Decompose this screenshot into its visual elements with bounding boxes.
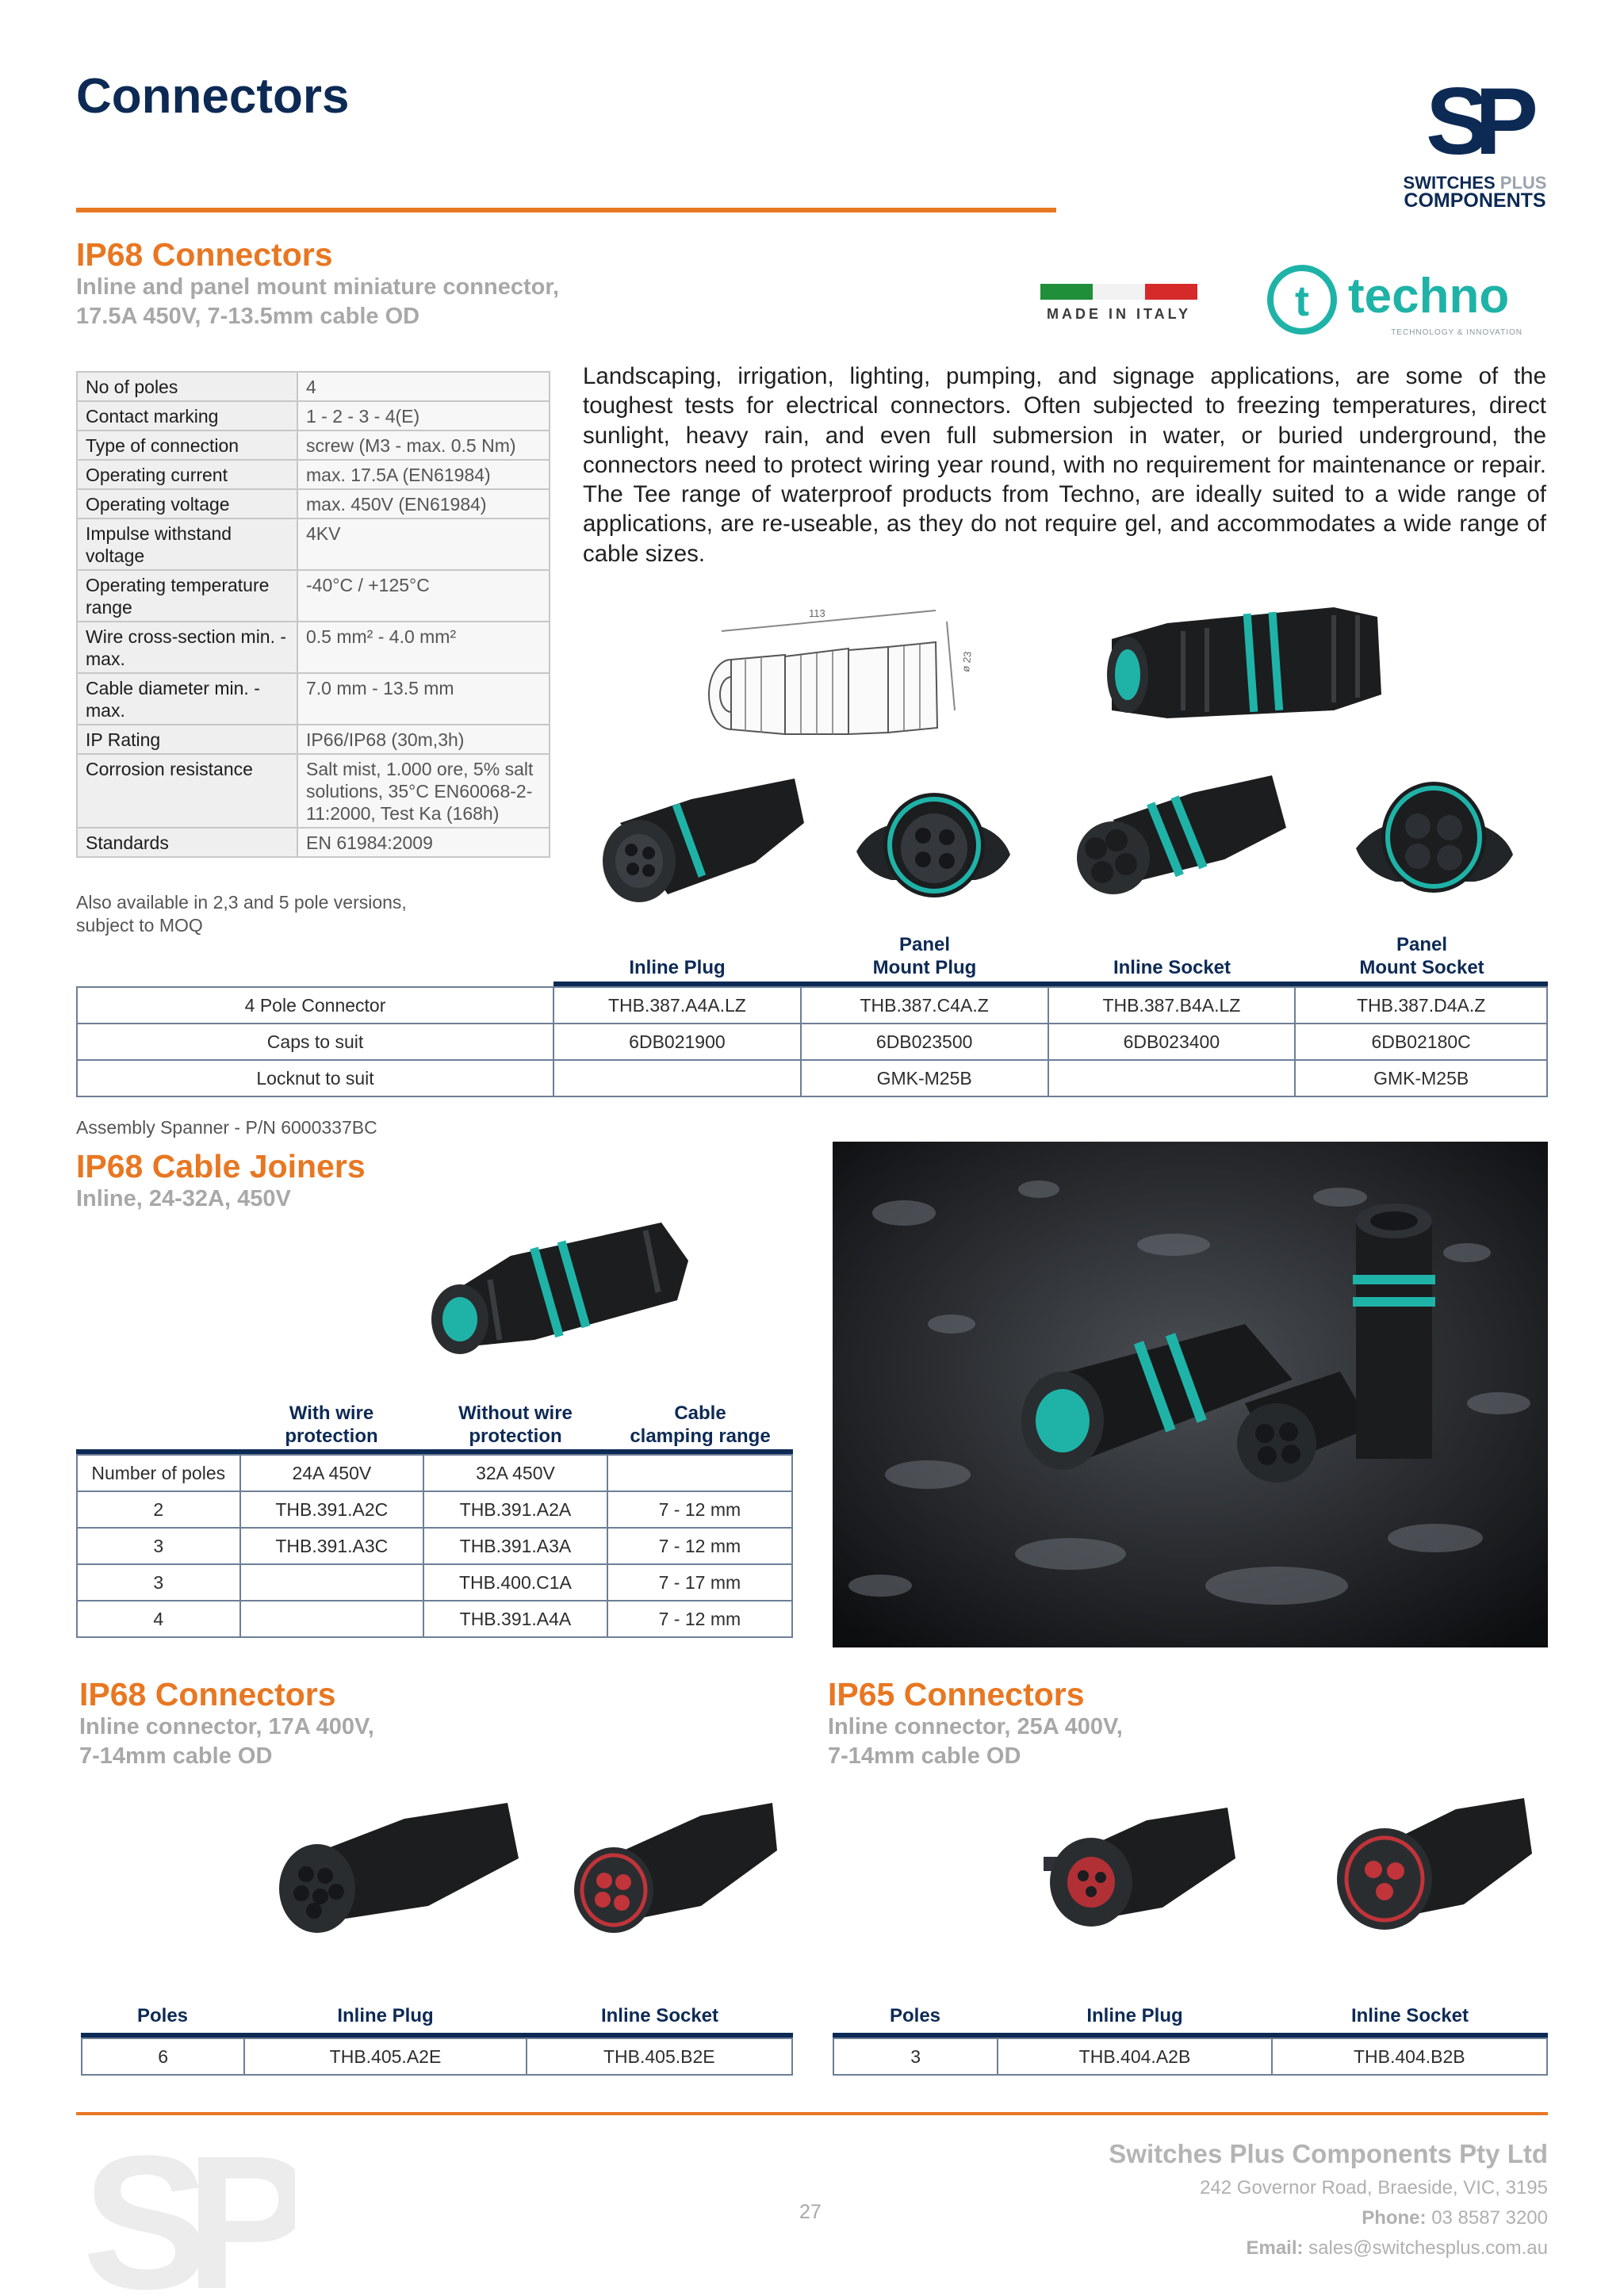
table-cell: 6DB021900 <box>553 1024 801 1060</box>
table-cell <box>240 1564 424 1601</box>
table-row <box>77 1491 792 1528</box>
made-in-italy-text: MADE IN ITALY <box>1046 306 1192 322</box>
table-cell: Operating current <box>77 460 297 489</box>
footer-watermark-logo <box>76 2122 295 2296</box>
table-cell: Cable diameter min. - max. <box>77 673 297 725</box>
col-header-inline-socket: Inline Socket <box>1113 957 1231 978</box>
table-cell: GMK-M25B <box>1295 1060 1547 1096</box>
section1-title: IP68 Connectors <box>76 236 333 273</box>
table-cell: THB.405.A2E <box>244 2038 526 2075</box>
table-cell: 6DB023400 <box>1048 1024 1296 1060</box>
table-row <box>77 1564 792 1601</box>
table-row <box>77 1601 792 1637</box>
table-cell: THB.404.A2B <box>998 2038 1271 2075</box>
table-cell: THB.387.D4A.Z <box>1295 987 1547 1024</box>
spec-row <box>77 725 550 754</box>
availability-note: Also available in 2,3 and 5 pole versions, subject to MOQ <box>76 892 407 936</box>
section4-title: IP65 Connectors <box>828 1676 1085 1712</box>
table-cell: max. 17.5A (EN61984) <box>297 460 550 489</box>
ip68-inline-socket-photo <box>558 1787 780 1938</box>
table-cell: max. 450V (EN61984) <box>297 489 550 519</box>
spec-row <box>77 622 550 673</box>
table-cell: Contact marking <box>77 401 297 430</box>
table-cell <box>607 1455 792 1491</box>
spec-row <box>77 828 550 857</box>
section2-subtitle: Inline, 24-32A, 450V <box>76 1186 291 1211</box>
col-header-inline-plug: Inline Plug <box>337 2005 434 2026</box>
section3-title: IP68 Connectors <box>79 1676 336 1712</box>
table-cell: THB.391.A3C <box>240 1528 424 1564</box>
wet-connectors-photo <box>833 1142 1548 1647</box>
table-row <box>77 1455 792 1491</box>
spec-row <box>77 519 550 570</box>
table-cell: screw (M3 - max. 0.5 Nm) <box>297 430 550 460</box>
footer-company-name: Switches Plus Components Pty Ltd <box>1109 2139 1548 2168</box>
table-cell: 6DB02180C <box>1295 1024 1547 1060</box>
table-cell: -40°C / +125°C <box>297 570 550 622</box>
table-cell <box>240 1601 424 1637</box>
panel-mount-socket-photo <box>1348 761 1519 913</box>
table-cell: Corrosion resistance <box>77 754 297 828</box>
col-header-inline-plug: Inline Plug <box>1086 2005 1183 2026</box>
spec-row <box>77 372 550 401</box>
table-cell: 7 - 12 mm <box>607 1491 792 1528</box>
panel-mount-plug-photo <box>852 775 1015 910</box>
col-header-inline-socket: Inline Socket <box>1350 2005 1469 2026</box>
spec-row <box>77 570 550 622</box>
connector-parts-table <box>76 986 1548 1097</box>
table-cell: THB.400.C1A <box>423 1564 607 1601</box>
table-cell: 32A 450V <box>423 1455 607 1491</box>
table-cell: 6 <box>82 2038 244 2075</box>
inline-plug-photo <box>596 767 804 910</box>
table-cell: 24A 450V <box>240 1455 424 1491</box>
col-header-inline-socket: Inline Socket <box>600 2005 719 2026</box>
col-header-cable-clamping-range: Cable clamping range <box>630 1402 771 1447</box>
inline-socket-photo <box>1066 764 1289 912</box>
product-description: Landscaping, irrigation, lighting, pumping, and signage applications, are some of the toughest tests for electrical connectors. Often subjected to freezing temperatures, direct sunlight, heavy rain, and even full submersion in water, or buried underground, the connectors need to protect wiring year round, with no requirement for maintenance or repair. The Tee range of waterproof products from Techno, are ideally suited to a wide range of applications, are re-useable, as they do not require gel, and accommodates a wide range of cable sizes. <box>583 363 1546 567</box>
section2-title: IP68 Cable Joiners <box>76 1148 366 1184</box>
table-cell: IP Rating <box>77 725 297 754</box>
logo-components: COMPONENTS <box>1404 189 1546 212</box>
col-header-with-wire-protection: With wire protection <box>285 1402 378 1447</box>
col-header-panel-mount-plug: Panel Mount Plug <box>872 934 977 978</box>
table-cell: THB.387.C4A.Z <box>801 987 1048 1024</box>
svg-text:t: t <box>1295 277 1309 325</box>
table-cell: Locknut to suit <box>77 1060 553 1096</box>
svg-text:SP: SP <box>82 2122 289 2296</box>
page-title: Connectors <box>76 69 350 124</box>
table-cell: THB.387.A4A.LZ <box>553 987 801 1024</box>
logo-switches: SWITCHES <box>1403 173 1496 193</box>
spec-row <box>77 754 550 828</box>
connector-technical-drawing <box>690 599 991 755</box>
table-row <box>82 2038 792 2075</box>
table-cell: 6DB023500 <box>801 1024 1048 1060</box>
techno-tagline: TECHNOLOGY & INNOVATION <box>1391 328 1522 337</box>
table-cell: 0.5 mm² - 4.0 mm² <box>297 622 550 673</box>
table-cell: Caps to suit <box>77 1024 553 1060</box>
col-header-poles: Poles <box>136 2005 189 2026</box>
drawing-length: 113 <box>809 607 825 619</box>
section3-subtitle: Inline connector, 17A 400V, 7-14mm cable OD <box>79 1714 374 1769</box>
table-row <box>833 2038 1547 2075</box>
techno-name: techno <box>1348 269 1510 323</box>
col-header-inline-plug: Inline Plug <box>629 957 726 978</box>
table-cell: Operating temperature range <box>77 570 297 622</box>
cable-joiners-table <box>76 1454 793 1638</box>
table-cell: 7 - 12 mm <box>607 1601 792 1637</box>
table-cell: 3 <box>77 1528 240 1564</box>
col-header-without-wire-protection: Without wire protection <box>458 1402 573 1447</box>
title-divider <box>76 208 1056 212</box>
spec-row <box>77 401 550 430</box>
footer-email[interactable]: Email: sales@switchesplus.com.au <box>1246 2237 1548 2259</box>
table-cell: 7 - 17 mm <box>607 1564 792 1601</box>
spec-row <box>77 460 550 489</box>
table-cell: THB.387.B4A.LZ <box>1048 987 1296 1024</box>
table-cell: THB.405.B2E <box>527 2038 792 2075</box>
footer-divider <box>76 2112 1548 2115</box>
switches-plus-logo <box>1396 76 1554 215</box>
table-cell: 3 <box>77 1564 240 1601</box>
col-header-panel-mount-socket: Panel Mount Socket <box>1359 934 1484 978</box>
inline-connector-photo <box>1096 591 1389 737</box>
table-cell: 7.0 mm - 13.5 mm <box>297 673 550 725</box>
section4-subtitle: Inline connector, 25A 400V, 7-14mm cable OD <box>828 1714 1123 1769</box>
section1-subtitle: Inline and panel mount miniature connector, 17.5A 450V, 7-13.5mm cable OD <box>76 274 560 329</box>
table-cell: 1 - 2 - 3 - 4(E) <box>297 401 550 430</box>
footer-address: 242 Governor Road, Braeside, VIC, 3195 <box>1200 2177 1548 2198</box>
table-cell: 4 <box>77 1601 240 1637</box>
spec-row <box>77 430 550 460</box>
made-in-italy-badge <box>1040 284 1197 325</box>
table-cell: 3 <box>833 2038 998 2075</box>
table-cell: GMK-M25B <box>801 1060 1048 1096</box>
table-cell: THB.391.A2C <box>240 1491 424 1528</box>
table-cell: EN 61984:2009 <box>297 828 550 857</box>
page-number: 27 <box>799 2201 822 2223</box>
ip65-inline-socket-photo <box>1321 1781 1535 1939</box>
table-row <box>77 1024 1547 1060</box>
table-cell: 2 <box>77 1491 240 1528</box>
table-cell: 7 - 12 mm <box>607 1528 792 1564</box>
table-cell: Standards <box>77 828 297 857</box>
spanner-note: Assembly Spanner - P/N 6000337BC <box>76 1117 377 1138</box>
col-header-poles: Poles <box>889 2005 941 2026</box>
table-cell: Operating voltage <box>77 489 297 519</box>
techno-logo <box>1267 263 1529 339</box>
table-cell: IP66/IP68 (30m,3h) <box>297 725 550 754</box>
table-cell <box>553 1060 801 1096</box>
spec-table <box>76 371 550 858</box>
table-cell: Impulse withstand voltage <box>77 519 297 570</box>
table-cell: THB.391.A2A <box>423 1491 607 1528</box>
logo-plus: PLUS <box>1500 173 1547 193</box>
spec-row <box>77 673 550 725</box>
footer-phone: Phone: 03 8587 3200 <box>1362 2207 1548 2229</box>
table-cell: THB.404.B2B <box>1272 2038 1547 2075</box>
cable-joiner-photo <box>423 1213 693 1364</box>
table-cell: 4KV <box>297 519 550 570</box>
logo-letters: SP <box>1425 76 1525 174</box>
ip68-inline-connector-table <box>81 2038 793 2076</box>
spec-row <box>77 489 550 519</box>
table-row <box>77 1528 792 1564</box>
table-row <box>77 1060 1547 1096</box>
ip68-inline-plug-photo <box>270 1787 523 1938</box>
ip65-inline-plug-photo <box>1028 1789 1242 1939</box>
table-cell: Type of connection <box>77 430 297 460</box>
table-cell <box>1048 1060 1296 1096</box>
table-cell: Wire cross-section min. - max. <box>77 622 297 673</box>
table-cell: THB.391.A4A <box>423 1601 607 1637</box>
table-cell: No of poles <box>77 372 297 401</box>
ip65-inline-connector-table <box>833 2038 1548 2076</box>
table-cell: Salt mist, 1.000 ore, 5% salt solutions, 35°C EN60068-2-11:2000, Test Ka (168h) <box>297 754 550 828</box>
table-cell: 4 Pole Connector <box>77 987 553 1024</box>
table-cell: 4 <box>297 372 550 401</box>
drawing-diameter: ø 23 <box>959 650 974 673</box>
table-cell: Number of poles <box>77 1455 240 1491</box>
table-cell: THB.391.A3A <box>423 1528 607 1564</box>
table-row <box>77 987 1547 1024</box>
